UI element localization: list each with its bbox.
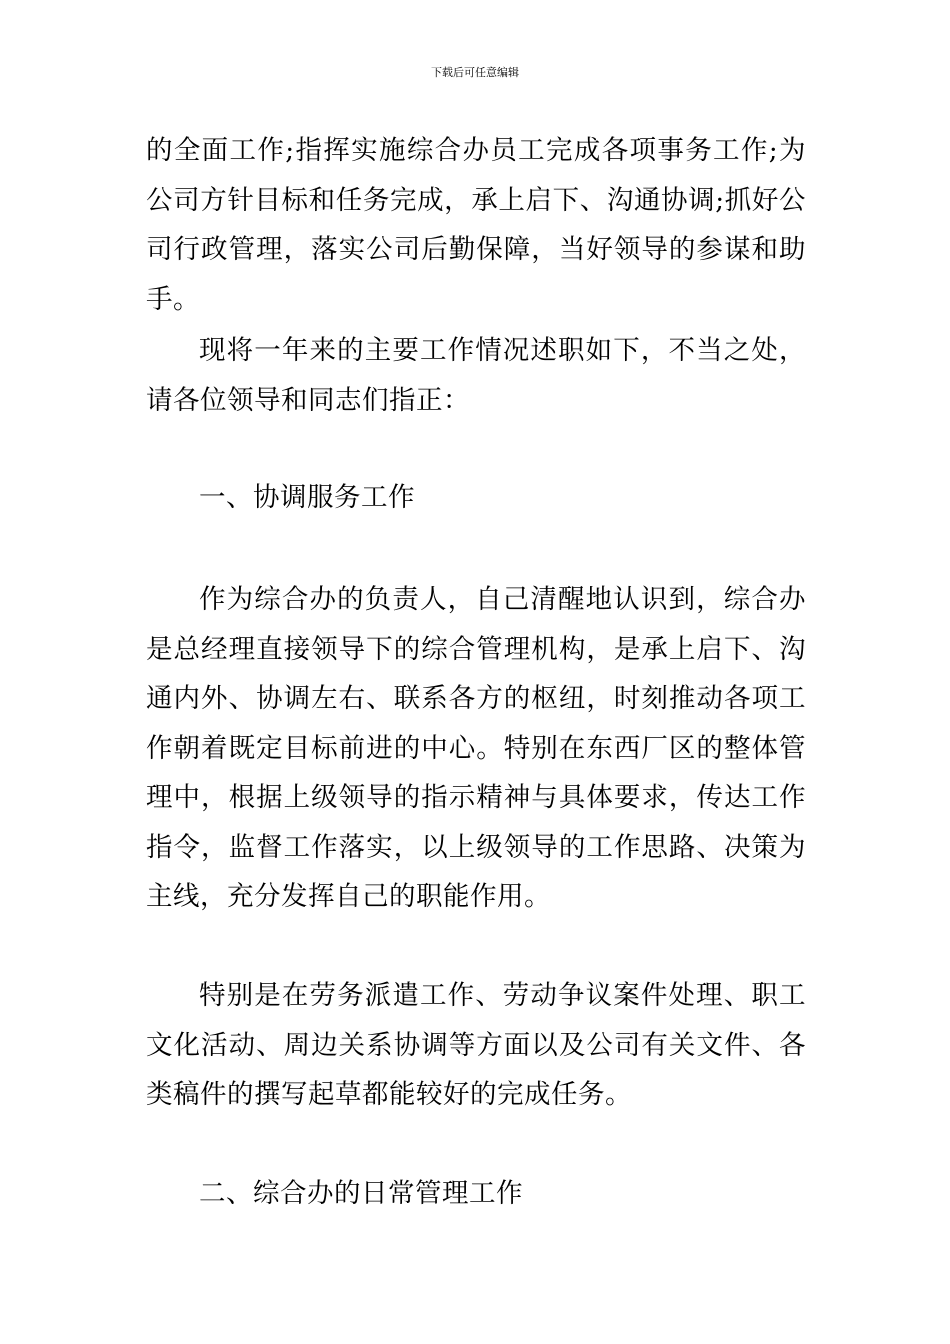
paragraph-coordination: 作为综合办的负责人，自己清醒地认识到，综合办是总经理直接领导下的综合管理机构，是承上启下、沟通内外、协调左右、联系各方的枢纽，时刻推动各项工作朝着既定目标前进的中心。特别在东西厂区的整体管理中，根据上级领导的指示精神与具体要求，传达工作指令，监督工作落实，以上级领导的工作思路、决策为主线，充分发挥自己的职能作用。 <box>146 584 806 912</box>
page-header: 下载后可任意编辑 <box>431 66 519 79</box>
paragraph-intro: 现将一年来的主要工作情况述职如下，不当之处，请各位领导和同志们指正： <box>146 335 806 416</box>
paragraph-special-tasks: 特别是在劳务派遣工作、劳动争议案件处理、职工文化活动、周边关系协调等方面以及公司有关文件、各类稿件的撰写起草都能较好的完成任务。 <box>146 980 806 1110</box>
section-heading-1: 一、协调服务工作 <box>199 482 415 513</box>
paragraph-continuation: 的全面工作;指挥实施综合办员工完成各项事务工作;为公司方针目标和任务完成，承上启下、沟通协调;抓好公司行政管理，落实公司后勤保障，当好领导的参谋和助手。 <box>146 135 806 315</box>
section-heading-2: 二、综合办的日常管理工作 <box>199 1178 523 1209</box>
